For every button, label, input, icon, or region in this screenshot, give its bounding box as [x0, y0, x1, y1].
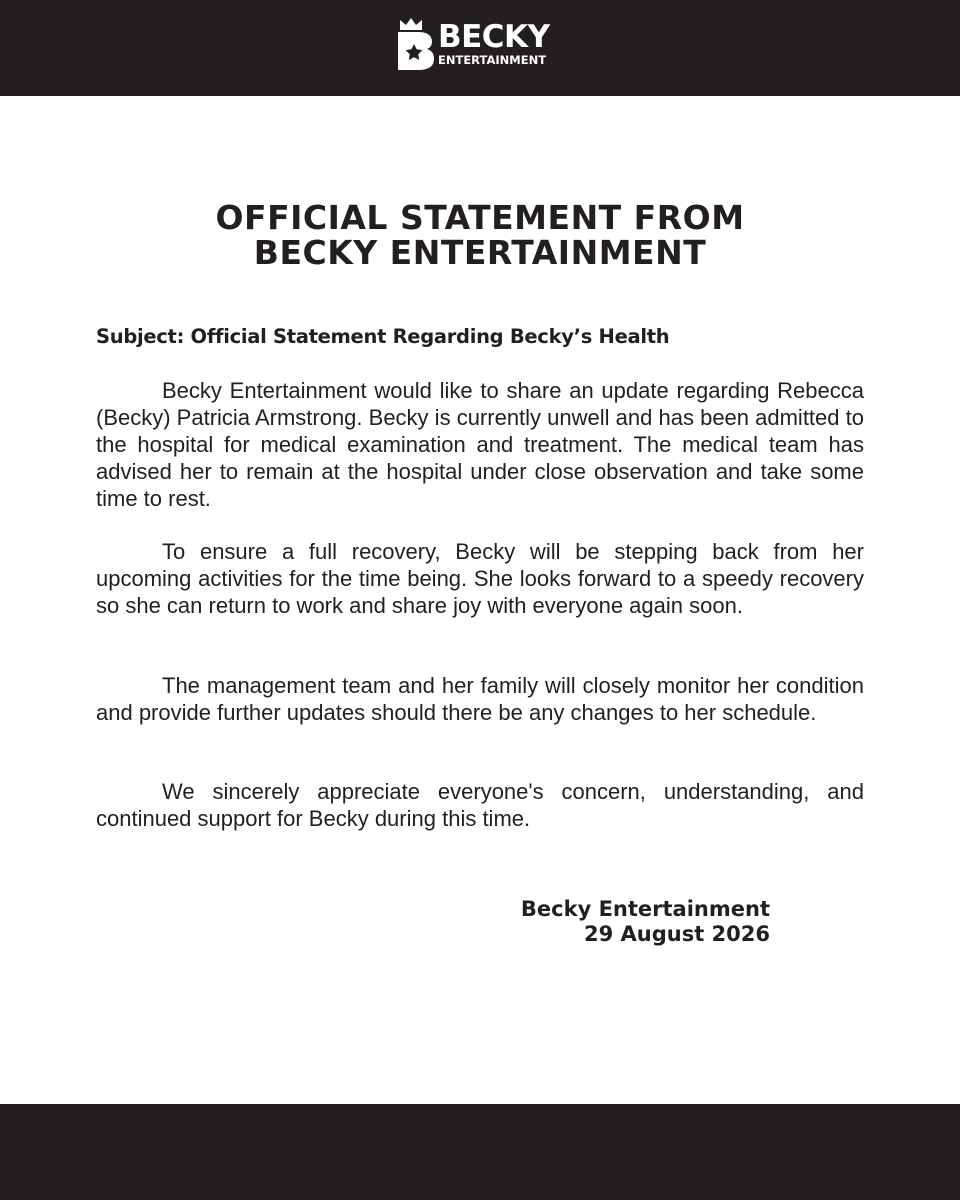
logo-subtitle: ENTERTAINMENT: [438, 53, 547, 67]
signature-block: [521, 897, 770, 947]
statement-paragraph-2: To ensure a full recovery, Becky will be stepping back from her upcoming activities for the time being. She looks forward to a speedy recovery so she can return to work and share joy with everyone again soon.: [96, 539, 864, 618]
signature-name: Becky Entertainment: [520, 897, 770, 921]
signature-date: 29 August 2026: [583, 922, 770, 946]
crown-b-star-icon: [396, 16, 436, 72]
statement-subject: Subject: Official Statement Regarding Becky’s Health: [96, 325, 670, 348]
statement-title: [0, 200, 960, 270]
footer-bar: [0, 1104, 960, 1200]
becky-entertainment-logo: [396, 16, 566, 72]
statement-paragraph-3: The management team and her family will closely monitor her condition and provide further updates should there be any changes to her schedule.: [96, 673, 864, 725]
statement-paragraph-1: Becky Entertainment would like to share an update regarding Rebecca (Becky) Patricia Armstrong. Becky is currently unwell and has been admitted to the hospital for medical examination and treatment. The medical team has advised her to remain at the hospital under close observation and take some time to rest.: [96, 378, 864, 511]
logo-wordmark: BECKY: [438, 19, 550, 55]
statement-title-line-1: OFFICIAL STATEMENT FROM: [215, 198, 745, 237]
statement-paragraph-4: We sincerely appreciate everyone's concern, understanding, and continued support for Becky during this time.: [96, 779, 864, 831]
statement-title-line-2: BECKY ENTERTAINMENT: [253, 233, 707, 272]
header-bar: [0, 0, 960, 96]
